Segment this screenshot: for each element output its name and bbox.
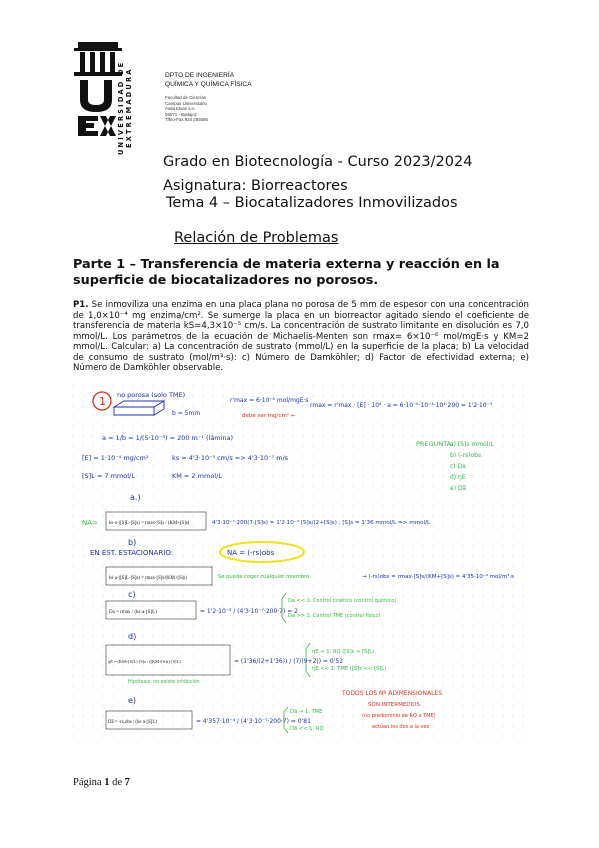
units-note: debe ser mg/cm² ← <box>242 413 296 419</box>
ks-value: ks = 4'3·10⁻⁵ cm/s => 4'3·10⁻⁷ m/s <box>172 454 289 462</box>
km-value: KM = 2 mmol/L <box>172 472 222 480</box>
pregunta-item-a: a) [S]s mmol/L <box>450 441 494 448</box>
green-note-b: Se puede coger cualquier miembro <box>218 574 310 580</box>
subject-title: Asignatura: Biorreactores <box>163 178 348 194</box>
result-c: = 1'2·10⁻³ / (4'3·10⁻⁷·200·7) ≈ 2 <box>200 608 298 615</box>
course-title: Grado en Biotecnología - Curso 2023/2024 <box>163 154 473 170</box>
na-label: NA= <box>82 519 98 527</box>
circle-number: 1 <box>99 395 106 408</box>
todos-note-4: actúan los dos a la vez <box>372 724 430 730</box>
pregunta-item-d: d) ηE <box>450 474 466 481</box>
enzyme-conc: [E] = 1·10⁻⁴ mg/cm² <box>82 454 149 462</box>
box-e-formula: Da̅ = -rs,obs / (ks·a·[S]L) <box>108 720 157 725</box>
problem-text: Se inmoviliza una enzima en una placa plana no porosa de 5 mm de espesor con una concentración de 1,0×10⁻⁴ mg enzima/cm². Se sumerge la placa en un biorreactor agitado siendo el coeficiente de transferencia de materia kS=4,3×10⁻⁵ cm/s. La concentración de sustrato limitante en disolución es 7,0 mmol/L. Los parámetros de la ecuación de Michaelis-Menten son rmax= 6×10⁻⁶ mol/mgE·s y KM=2 mmol/L. Calcular: a) La concentración de sustrato (mmol/L) en la superficie de la placa; b) La velocidad de consumo de sustrato (mol/m³·s): c) Número de Damköhler; d) Factor de efectividad externa; e) Número de Damköhler observable. <box>73 300 530 373</box>
box-b-formula: ks·a·([S]L-[S]s) = rmax·[S]s/(KM+[S]s) <box>109 576 187 581</box>
no-porosa-note: no porosa (solo TME) <box>117 391 186 399</box>
green-note-d1: ηE ≈ 1: RQ ([S]s ≈ [S]L) <box>312 649 375 655</box>
department-name: DPTO DE INGENIERÍA QUÍMICA Y QUÍMICA FÍSICA <box>165 72 252 88</box>
university-name-vertical: UNIVERSIDAD DE EXTREMADURA <box>117 60 133 156</box>
label-d: d) <box>128 632 137 641</box>
topic-title: Tema 4 – Biocatalizadores Inmovilizados <box>166 195 458 211</box>
problem-statement <box>73 300 529 374</box>
a-definition: a = 1/b = 1/(5·10⁻³) = 200 m⁻¹ (lámina) <box>102 434 234 442</box>
box-c-formula: Da = rmax / (ks·a·[S]L) <box>109 610 157 615</box>
green-note-c2: Da >> 1: Control TME (control físico) <box>288 613 381 619</box>
relation-title: Relación de Problemas <box>174 230 339 246</box>
green-note-e1: Da̅ → 1: TME <box>290 709 323 715</box>
s-liquid: [S]L = 7 mmol/L <box>82 472 135 480</box>
page-footer: Página 1 de 7 <box>73 777 130 788</box>
box-d-formula: ηE = (KM+[S]L)·[S]s / ((KM+[S]s)·[S]L) <box>108 659 181 664</box>
pregunta-item-c: c) Da <box>450 463 466 470</box>
rmax-calc: rmax = r'max · [E] · 10⁴ · a = 6·10⁻⁶·10⁻⁴·10⁴·200 = 1'2·10⁻³ <box>310 402 493 409</box>
todos-note-3: (no predominio de RQ o TME) <box>362 713 436 719</box>
page-number: 1 <box>104 777 110 788</box>
problem-label: P1. <box>73 300 89 310</box>
green-note-c1: Da << 1: Control cinético (control químico) <box>288 598 397 604</box>
part-heading: Parte 1 – Transferencia de materia externa y reacción en la superficie de biocatalizadores no porosos. <box>73 257 500 288</box>
rmax-given: r'max = 6·10⁻⁶ mol/mgE·s <box>230 397 309 404</box>
green-note-e2: Da̅ << 1: RQ <box>290 726 324 732</box>
na-highlight: NA = (-rs)obs <box>227 549 275 557</box>
result-b: → (-rs)obs = rmax·[S]s/(KM+[S]s) = 4'35·10⁻⁴ mol/m³·s <box>362 574 514 580</box>
todos-note-2: SON INTERMEDIOS <box>368 702 420 708</box>
pregunta-title: PREGUNTA: <box>416 440 454 448</box>
box-a-formula: ks·a·([S]L-[S]s) = rmax·[S]s / (KM+[S]s) <box>109 521 190 526</box>
pregunta-item-b: b) (-rs)obs <box>450 452 482 459</box>
handwritten-solution <box>72 385 529 745</box>
page-total: 7 <box>124 777 130 788</box>
label-e: e) <box>128 696 137 705</box>
department-address: Facultad de Ciencias Campus Universitario Avda Elvas s.n. 06071 - Badajoz Tlfno-Fax 924 289385 <box>165 95 208 123</box>
en-est-note: EN EST. ESTACIONARIO: <box>90 549 174 557</box>
result-d: = (1'36/(2+1'36)) / (7/(9+2)) = 0'52 <box>234 658 344 665</box>
todos-note: TODOS LOS Nº ADIMENSIONALES <box>342 690 443 697</box>
green-note-d3: Hipótesis: no existe inhibición <box>128 680 200 685</box>
label-c: c) <box>128 590 136 599</box>
result-e: = 4'357·10⁻⁴ / (4'3·10⁻⁷·200·7) = 0'81 <box>196 718 311 725</box>
solve-a: 4'3·10⁻⁷·200(7-[S]s) = 1'2·10⁻³ [S]s/(2+[S]s) ; [S]s = 1'36 mmol/L => mmol/L <box>212 520 431 526</box>
label-a: a.) <box>130 493 141 502</box>
label-b: b) <box>128 538 137 547</box>
green-note-d2: ηE << 1: TME ([S]s << [S]L) <box>312 666 387 672</box>
pregunta-item-e: e) Da̅ <box>450 485 467 492</box>
b-value: b = 5mm <box>172 410 201 417</box>
